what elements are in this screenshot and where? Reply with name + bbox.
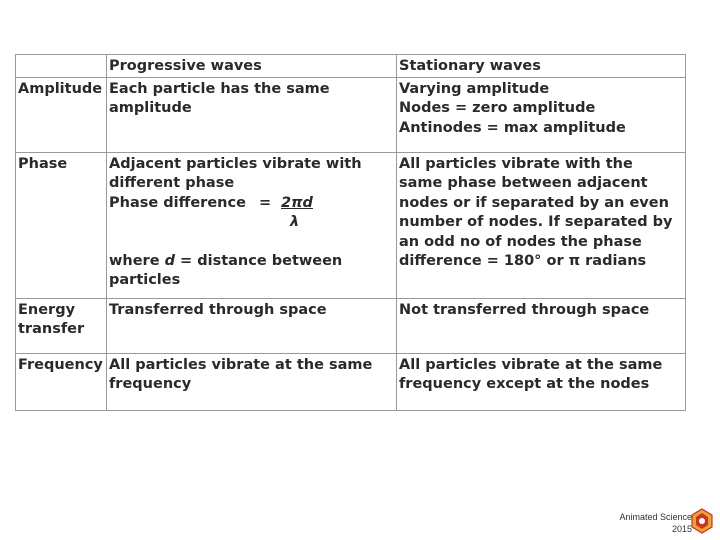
phase-row bbox=[16, 153, 686, 299]
amplitude-stationary-line: Nodes = zero amplitude bbox=[399, 100, 596, 117]
amplitude-progressive-cell bbox=[107, 78, 397, 153]
phase-stationary-line: an odd no of nodes the phase bbox=[399, 233, 642, 250]
phase-stationary-line: same phase between adjacent bbox=[399, 175, 648, 192]
phase-stationary-line: number of nodes. If separated by bbox=[399, 214, 673, 231]
energy-transfer-row bbox=[16, 299, 686, 354]
where-line bbox=[109, 252, 393, 271]
header-blank-cell bbox=[16, 55, 107, 78]
amplitude-progressive-line: amplitude bbox=[109, 100, 192, 117]
frequency-label: Frequency bbox=[16, 354, 107, 411]
amplitude-progressive-line: Each particle has the same bbox=[109, 81, 330, 97]
energy-transfer-label bbox=[16, 299, 107, 354]
phase-stationary-line: difference = 180° or π radians bbox=[399, 253, 647, 270]
energy-stationary-cell: Not transferred through space bbox=[397, 299, 686, 354]
footer-brand: Animated Science bbox=[619, 512, 692, 522]
footer-credit bbox=[612, 511, 692, 535]
frequency-progressive-line: frequency bbox=[109, 376, 192, 393]
where-variable: d bbox=[164, 252, 175, 269]
energy-label-line: transfer bbox=[18, 321, 85, 338]
header-row bbox=[16, 55, 686, 78]
frequency-stationary-line: All particles vibrate at the same bbox=[399, 357, 663, 373]
formula-label: Phase difference bbox=[109, 194, 246, 211]
where-line-2: particles bbox=[109, 272, 181, 289]
formula-equals: = bbox=[259, 194, 272, 211]
frequency-stationary-cell bbox=[397, 354, 686, 411]
where-suffix: = distance between bbox=[174, 252, 343, 269]
frequency-stationary-line: frequency except at the nodes bbox=[399, 376, 650, 393]
amplitude-stationary-line: Antinodes = max amplitude bbox=[399, 119, 626, 136]
energy-progressive-cell: Transferred through space bbox=[107, 299, 397, 354]
footer-year: 2015 bbox=[671, 524, 692, 534]
phase-stationary-cell bbox=[397, 153, 686, 299]
phase-progressive-cell bbox=[107, 153, 397, 299]
blank-line bbox=[109, 233, 393, 252]
animated-science-logo-icon bbox=[691, 508, 713, 534]
header-stationary-waves: Stationary waves bbox=[397, 55, 686, 78]
energy-label-line: Energy bbox=[18, 302, 76, 318]
frequency-row bbox=[16, 354, 686, 411]
amplitude-row bbox=[16, 78, 686, 153]
where-prefix: where bbox=[109, 252, 165, 269]
amplitude-stationary-cell bbox=[397, 78, 686, 153]
frequency-progressive-line: All particles vibrate at the same bbox=[109, 357, 373, 373]
phase-label: Phase bbox=[16, 153, 107, 299]
comparison-table bbox=[15, 54, 686, 411]
phase-progressive-line: Adjacent particles vibrate with bbox=[109, 156, 362, 172]
phase-progressive-line: different phase bbox=[109, 175, 235, 192]
header-progressive-waves: Progressive waves bbox=[107, 55, 397, 78]
formula-denominator: λ bbox=[290, 214, 300, 231]
phase-difference-formula bbox=[109, 194, 393, 213]
phase-stationary-line: nodes or if separated by an even bbox=[399, 194, 669, 211]
amplitude-label: Amplitude bbox=[16, 78, 107, 153]
phase-stationary-line: All particles vibrate with the bbox=[399, 156, 633, 172]
frequency-progressive-cell bbox=[107, 354, 397, 411]
amplitude-stationary-line: Varying amplitude bbox=[399, 81, 550, 97]
formula-numerator: 2πd bbox=[281, 194, 313, 211]
